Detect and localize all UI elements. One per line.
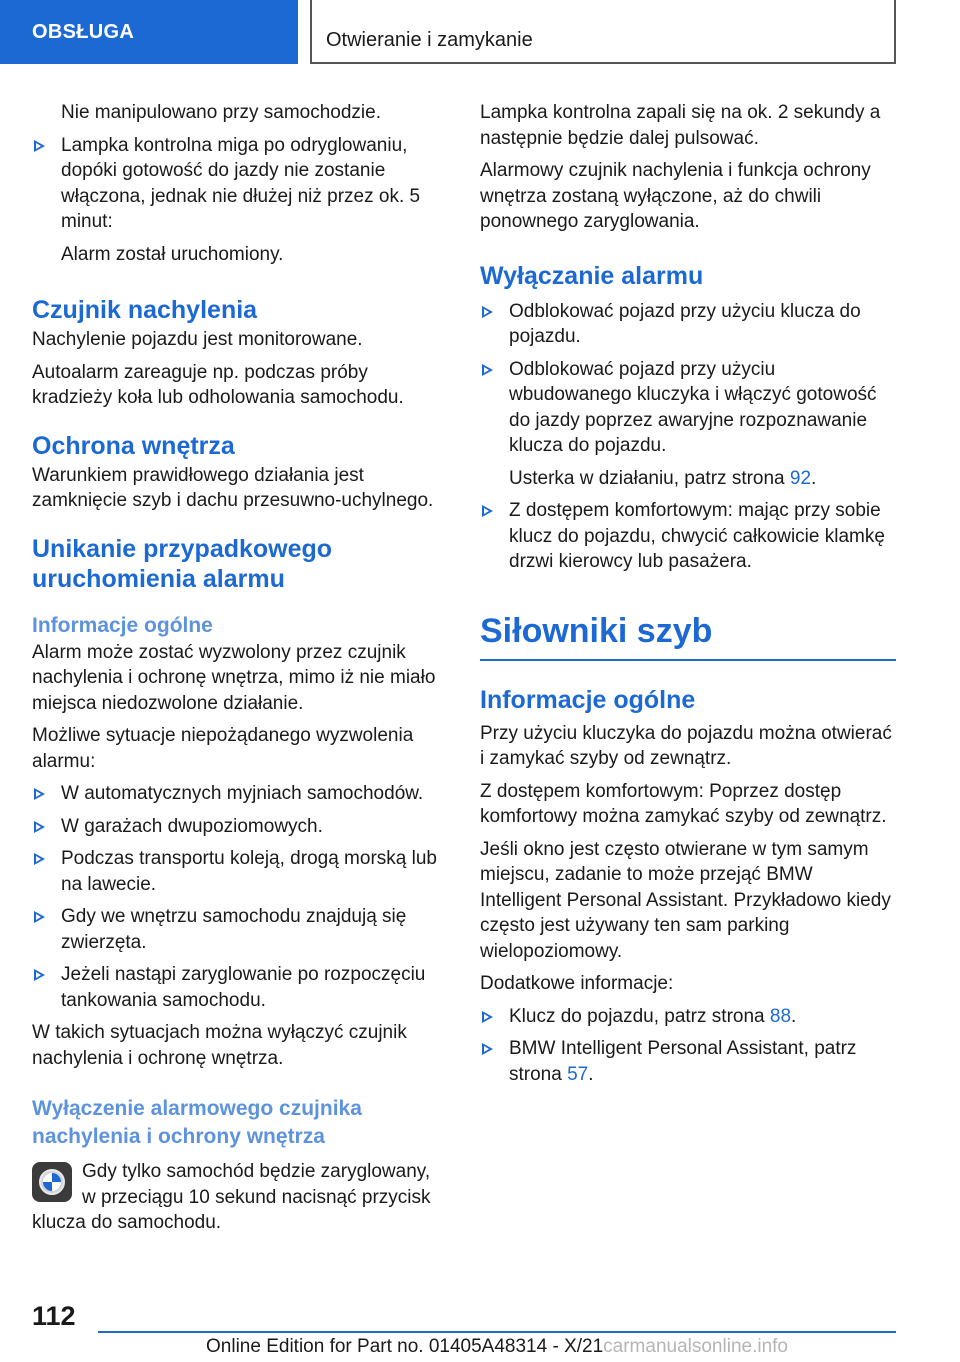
windows-paragraph-1: Przy użyciu kluczyka do pojazdu można otwierać i zamykać szyby od zewnątrz. xyxy=(480,722,892,769)
list-item xyxy=(32,133,448,235)
disable-paragraph-1: Gdy tylko samochód będzie zaryglowany, w przeciągu 10 sekund nacisnąć przycisk klucza do samochodu. xyxy=(32,1161,431,1233)
intro-bullet-subtext: Alarm został uruchomiony. xyxy=(61,243,284,265)
page-link-88[interactable]: 88 xyxy=(769,1005,792,1027)
triangle-bullet-icon xyxy=(34,969,45,981)
reference-text: BMW Intelligent Personal Assistant, patrz strona xyxy=(509,1038,857,1085)
list-item xyxy=(480,498,896,575)
tilt-sensor-heading: Czujnik nachylenia xyxy=(32,296,258,324)
interior-protection-heading: Ochrona wnętrza xyxy=(32,431,235,460)
right-paragraph-2: Alarmowy czujnik nachylenia i funkcja ochrony wnętrza zostaną wyłączone, aż do chwili ponownego zaryglowania. xyxy=(480,160,871,232)
list-item-text: Jeżeli nastąpi zaryglowanie po rozpoczęciu tankowania samochodu. xyxy=(61,964,426,1011)
alarm-off-subtext: Usterka w działaniu, patrz strona 92. xyxy=(509,467,817,489)
left-column xyxy=(32,100,448,1236)
footer-divider xyxy=(98,1331,896,1333)
list-item xyxy=(32,904,448,955)
tilt-paragraph-1: Nachylenie pojazdu jest monitorowane. xyxy=(32,329,363,350)
right-paragraph-1: Lampka kontrolna zapali się na ok. 2 sekundy a następnie będzie dalej pulsować. xyxy=(480,102,881,149)
list-item xyxy=(480,1036,896,1087)
alarm-off-subtext-label: Usterka w działaniu, patrz strona xyxy=(509,467,785,489)
page-link-92[interactable]: 92 xyxy=(789,467,812,489)
list-item xyxy=(480,1004,896,1030)
tilt-paragraph-2: Autoalarm zareaguje np. podczas próby kradzieży koła lub odholowania samochodu. xyxy=(32,361,404,408)
triangle-bullet-icon xyxy=(482,1011,493,1023)
list-item xyxy=(32,814,448,840)
windows-general-heading: Informacje ogólne xyxy=(480,685,696,714)
list-item xyxy=(480,357,896,459)
chapter-title-text: Otwieranie i zamykanie xyxy=(326,29,533,51)
general-info-heading: Informacje ogólne xyxy=(32,613,213,637)
interior-paragraph-1: Warunkiem prawidłowego działania jest zamknięcie szyb i dachu przesuwno-uchylnego. xyxy=(32,464,434,511)
list-item-text: Z dostępem komfortowym: mając przy sobie klucz do pojazdu, chwycić całkowicie klamkę drzwi kierowcy lub pasażera. xyxy=(509,500,885,572)
disable-sensor-heading: Wyłączenie alarmowego czujnika nachylenia i ochrony wnętrza xyxy=(32,1097,362,1148)
triangle-bullet-icon xyxy=(34,853,45,865)
triangle-bullet-icon xyxy=(34,788,45,800)
triangle-bullet-icon xyxy=(34,821,45,833)
triangle-bullet-icon xyxy=(34,140,45,152)
windows-paragraph-2: Z dostępem komfortowym: Poprzez dostęp komfortowy można zamykać szyby od zewnątrz. xyxy=(480,780,887,827)
list-item-text: W automatycznych myjniach samochodów. xyxy=(61,783,424,804)
keyfob-instruction xyxy=(32,1159,448,1236)
triangle-bullet-icon xyxy=(482,505,493,517)
list-item-text: Lampka kontrolna miga po odryglowaniu, dopóki gotowość do jazdy nie zostanie włączona, jednak nie dłużej niż przez ok. 5 minut: xyxy=(61,134,421,232)
watermark-text: carmanualsonline.info xyxy=(603,1336,788,1357)
list-item-text: Odblokować pojazd przy użyciu klucza do pojazdu. xyxy=(509,300,861,347)
section-tab: OBSŁUGA xyxy=(0,0,298,64)
list-item-text: Klucz do pojazdu, patrz strona 88. xyxy=(509,1005,797,1027)
triangle-bullet-icon xyxy=(482,1043,493,1055)
key-fob-icon xyxy=(32,1162,72,1202)
reference-text: Klucz do pojazdu, patrz strona xyxy=(509,1005,765,1027)
triangle-bullet-icon xyxy=(482,306,493,318)
list-item-text: Gdy we wnętrzu samochodu znajdują się zwierzęta. xyxy=(61,906,407,953)
windows-paragraph-4: Dodatkowe informacje: xyxy=(480,973,674,994)
list-item-text: W garażach dwupoziomowych. xyxy=(61,815,323,837)
intro-continuation: Nie manipulowano przy samochodzie. xyxy=(61,102,381,123)
list-item xyxy=(32,962,448,1013)
right-column xyxy=(480,100,896,1094)
page-link-57[interactable]: 57 xyxy=(567,1063,589,1085)
general-paragraph-2: Możliwe sytuacje niepożądanego wyzwolenia alarmu: xyxy=(32,725,414,772)
alarm-off-heading: Wyłączanie alarmu xyxy=(480,261,704,290)
triangle-bullet-icon xyxy=(482,364,493,376)
power-windows-heading: Siłowniki szyb xyxy=(480,609,896,661)
triangle-bullet-icon xyxy=(34,911,45,923)
edition-text: Online Edition for Part no. 01405A48314 - X/21 xyxy=(206,1336,604,1357)
avoid-false-alarm-heading: Unikanie przypadkowego uruchomienia alarmu xyxy=(32,534,333,593)
general-paragraph-1: Alarm może zostać wyzwolony przez czujnik nachylenia i ochronę wnętrza, mimo iż nie miało miejsca niedozwolone działanie. xyxy=(32,641,436,714)
page-number: 112 xyxy=(32,1301,76,1331)
list-item xyxy=(32,846,448,897)
list-item xyxy=(32,781,448,807)
list-item-text: BMW Intelligent Personal Assistant, patrz strona 57. xyxy=(509,1038,857,1085)
list-item xyxy=(480,299,896,350)
general-paragraph-3: W takich sytuacjach można wyłączyć czujnik nachylenia i ochronę wnętrza. xyxy=(32,1022,407,1069)
chapter-title xyxy=(310,0,896,64)
windows-paragraph-3: Jeśli okno jest często otwierane w tym samym miejscu, zadanie to może przejąć BMW Intelligent Personal Assistant. Przykładowo kiedy często jest używany ten sam parking wielopoziomowy. xyxy=(480,838,891,962)
footer-edition xyxy=(98,1334,896,1360)
list-item-text: Odblokować pojazd przy użyciu wbudowanego kluczyka i włączyć gotowość do jazdy poprzez awaryjne rozpoznawanie klucza do pojazdu. xyxy=(509,358,877,456)
list-item-text: Podczas transportu koleją, drogą morską lub na lawecie. xyxy=(61,848,437,895)
bmw-logo-icon xyxy=(39,1169,65,1195)
